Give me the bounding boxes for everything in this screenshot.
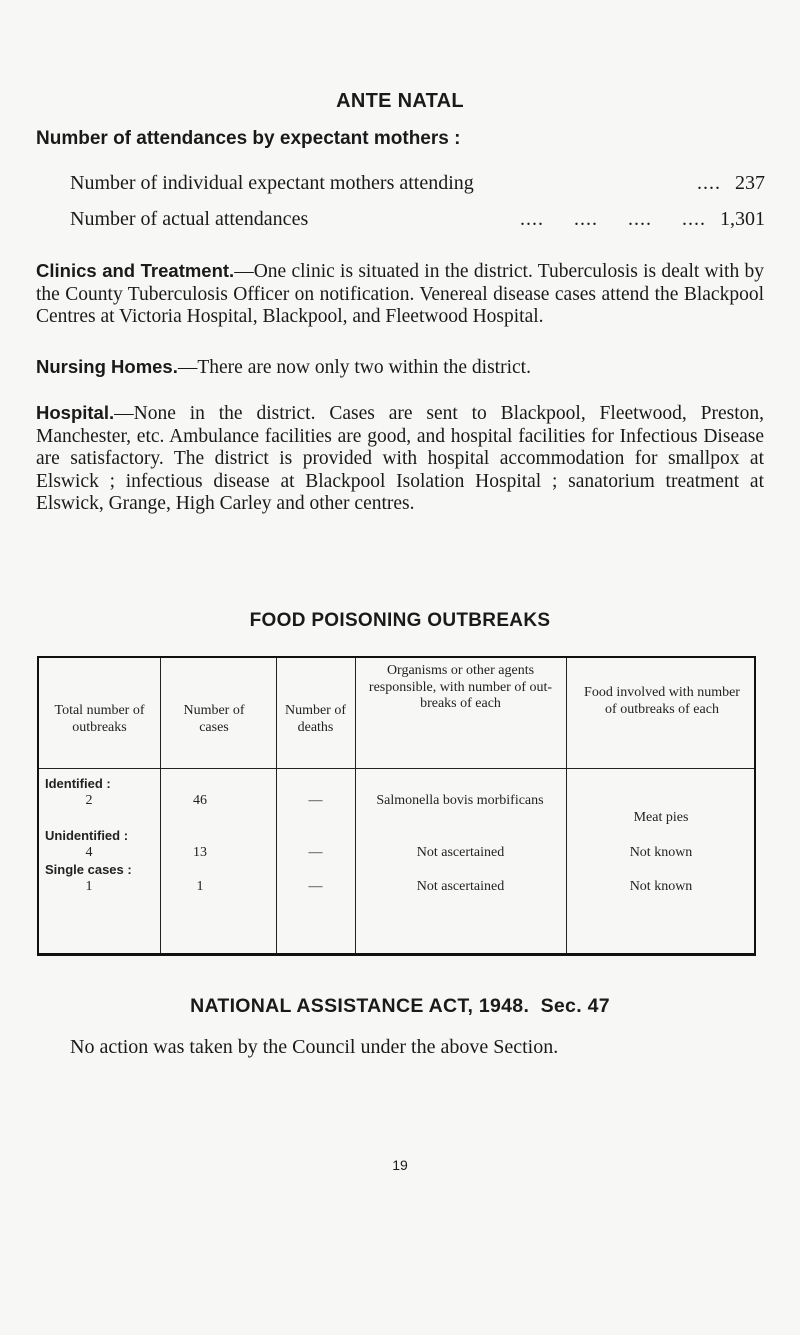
- cell-cases: 46: [193, 793, 207, 808]
- cell-outbreaks: 1: [85, 879, 93, 894]
- cell-food: Not known: [629, 879, 693, 894]
- ante-natal-title: ANTE NATAL: [336, 90, 464, 112]
- row-label-single-cases: Single cases :: [45, 862, 132, 877]
- food-poisoning-table: [37, 656, 756, 956]
- stat-row-actual-attendances: [70, 208, 765, 234]
- nursing-heading: Nursing Homes.: [36, 356, 178, 377]
- stat-row-individual-mothers: [70, 172, 765, 198]
- cell-deaths: —: [308, 879, 323, 894]
- stat-dots: .... .... .... ....: [520, 208, 706, 230]
- header-food-involved: Food involved with number of outbreaks of each: [584, 685, 740, 717]
- cell-deaths: —: [308, 793, 323, 808]
- national-assistance-title: NATIONAL ASSISTANCE ACT, 1948. Sec. 47: [190, 995, 610, 1017]
- row-label-unidentified: Unidentified :: [45, 828, 129, 843]
- hospital-heading: Hospital.: [36, 402, 115, 423]
- cell-outbreaks: 4: [85, 845, 93, 860]
- food-poisoning-title: FOOD POISONING OUTBREAKS: [249, 610, 551, 631]
- hospital-paragraph: [36, 402, 764, 516]
- stat-value: 1,301: [720, 208, 765, 230]
- table-divider: [355, 658, 356, 953]
- header-number-deaths: Number of deaths: [284, 703, 347, 735]
- cell-outbreaks: 2: [85, 793, 93, 808]
- clinics-text: —One clinic is situated in the district. Tuberculosis is dealt with by the County Tuberculosis Officer on notification. Venereal disease cases attend the Blackpool Centres at Victoria Hospital, Blackpool, and Fleetwood Hospital.: [36, 261, 764, 327]
- row-label-identified: Identified :: [45, 776, 111, 791]
- cell-food: Not known: [629, 845, 693, 860]
- cell-agent: Not ascertained: [416, 845, 505, 860]
- cell-agent: Not ascertained: [416, 879, 505, 894]
- page-number: 19: [392, 1157, 408, 1173]
- attendances-subtitle: Number of attendances by expectant mothers :: [36, 128, 461, 149]
- national-assistance-text: No action was taken by the Council under the above Section.: [70, 1036, 559, 1058]
- clinics-paragraph: [36, 260, 764, 329]
- cell-cases: 13: [193, 845, 207, 860]
- cell-deaths: —: [308, 845, 323, 860]
- header-organisms: Organisms or other agents responsible, with number of out-breaks of each: [368, 663, 553, 711]
- hospital-text: —None in the district. Cases are sent to Blackpool, Fleetwood, Preston, Manchester, etc. Ambulance facilities are good, and hospital facilities for Infectious Disease are satisfactory. The district is provided with hospital accommodation for smallpox at Elswick ; infectious disease at Blackpool Isolation Hospital ; sanatorium treatment at Elswick, Grange, High Carley and other centres.: [36, 403, 764, 514]
- cell-agent: Salmonella bovis morbificans: [376, 793, 544, 808]
- header-number-cases: Number of cases: [183, 703, 245, 735]
- cell-cases: 1: [196, 879, 204, 894]
- cell-food: Meat pies: [633, 810, 689, 825]
- nursing-paragraph: [36, 356, 764, 380]
- header-total-outbreaks: Total number of outbreaks: [54, 703, 145, 735]
- stat-value: 237: [735, 172, 765, 194]
- stat-label: Number of individual expectant mothers attending: [70, 172, 474, 194]
- nursing-text: —There are now only two within the district.: [177, 357, 531, 378]
- stat-label: Number of actual attendances: [70, 208, 309, 230]
- clinics-heading: Clinics and Treatment.: [36, 260, 235, 281]
- stat-dots: ....: [697, 172, 721, 194]
- table-divider: [566, 658, 567, 953]
- table-header-divider: [39, 768, 754, 769]
